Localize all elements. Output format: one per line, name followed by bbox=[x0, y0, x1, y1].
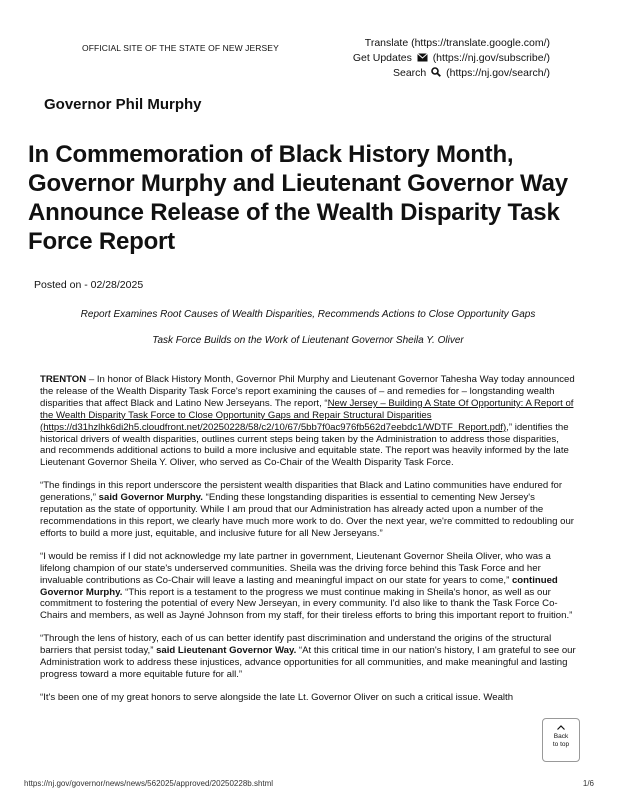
paragraph-5 bbox=[40, 692, 576, 704]
envelope-icon bbox=[417, 53, 428, 62]
back-to-top-button[interactable] bbox=[542, 718, 580, 762]
paragraph-4-attribution: said Lieutenant Governor Way. bbox=[156, 645, 297, 657]
top-links bbox=[353, 36, 550, 81]
page-number: 1/6 bbox=[582, 779, 594, 788]
search-link[interactable] bbox=[353, 66, 550, 81]
search-icon bbox=[431, 67, 441, 77]
paragraph-5-text: “It's been one of my great honors to serve alongside the late Lt. Governor Oliver on such a critical issue. Wealth bbox=[40, 691, 514, 703]
posted-date: Posted on - 02/28/2025 bbox=[34, 279, 144, 291]
back-to-top-line2: to top bbox=[552, 741, 570, 748]
get-updates-link[interactable] bbox=[353, 51, 550, 66]
article-body bbox=[40, 374, 576, 715]
page-url: https://nj.gov/governor/news/news/562025/approved/20250228b.shtml bbox=[24, 779, 274, 788]
governor-heading[interactable]: Governor Phil Murphy bbox=[44, 96, 202, 113]
dateline: TRENTON bbox=[40, 374, 87, 385]
paragraph-2-text-b: “Ending these longstanding disparities is essential to cementing New Jersey's reputation as the state of opportunity. While I am proud that our Administration has already acted upon a number of the recommendations in this report, we clearly have much more work to do. Over the next year, we're committed to redoubling our efforts to build a more just, equitable, and inclusive future for all New Jerseyans.” bbox=[40, 492, 574, 539]
subhead-1: Report Examines Root Causes of Wealth Disparities, Recommends Actions to Close Opportunity Gaps bbox=[80, 309, 536, 320]
paragraph-3-text-a: “I would be remiss if I did not acknowledge my late partner in government, Lieutenant Governor Sheila Oliver, who was a lifelong champion of our state's underserved communities. Sheila was the driving force behind this Task Force and her invaluable contributions as Co-Chair will leave a lasting and meaningful impact on our state for years to come,” bbox=[40, 550, 551, 586]
report-link[interactable]: New Jersey – Building A State Of Opportunity: A Report of the Wealth Disparity Task Force to Close Opportunity Gaps and Repair Structural Disparities (https://d31hzlhk6di2h5.cloudfront.net/20250228/58/c2/10/67/5bb7f0ac976fb562d7eebdc1/WDTF_Report.pdf) bbox=[40, 397, 574, 433]
paragraph-3 bbox=[40, 551, 576, 622]
paragraph-2-attribution: said Governor Murphy. bbox=[98, 492, 203, 504]
chevron-up-icon bbox=[557, 725, 565, 730]
search-url: (https://nj.gov/search/) bbox=[446, 67, 550, 79]
paragraph-2 bbox=[40, 480, 576, 540]
back-to-top-line1: Back bbox=[553, 733, 569, 740]
paragraph-4 bbox=[40, 633, 576, 681]
article-title: In Commemoration of Black History Month, Governor Murphy and Lieutenant Governor Way Announce Release of the Wealth Disparity Task Force Report bbox=[28, 141, 568, 255]
paragraph-4-text-a: “Through the lens of history, each of us can better identify past discrimination and understand the origins of the structural barriers that persist today,” bbox=[40, 633, 552, 657]
paragraph-3-attribution: continued Governor Murphy. bbox=[40, 574, 558, 598]
get-updates-url: (https://nj.gov/subscribe/) bbox=[432, 52, 550, 64]
paragraph-3-text-b: “This report is a testament to the progress we must continue making in Sheila's honor, as well as our commitment to fostering the potential of every New Jerseyan, in every community. I'd also like to thank the Task Force Co-Chairs and members, as well as Jayné Johnson from my staff, for their tireless efforts to bring this important report to fruition.” bbox=[40, 586, 573, 622]
translate-link[interactable]: Translate (https://translate.google.com/) bbox=[364, 37, 550, 49]
paragraph-1 bbox=[40, 374, 576, 469]
print-footer bbox=[24, 779, 594, 788]
get-updates-label: Get Updates bbox=[352, 52, 412, 64]
paragraph-2-text-a: “The findings in this report underscore the persistent wealth disparities that Black and Latino communities have endured for generations,” bbox=[40, 480, 563, 504]
paragraph-4-text-b: “At this critical time in our nation's history, I am grateful to see our Administration work to address these injustices, advance opportunities for all communities, and make meaningful and lasting progress toward a more equitable future for all.” bbox=[40, 645, 576, 680]
paragraph-1-text-a: – In honor of Black History Month, Governor Phil Murphy and Lieutenant Governor Tahesha Way today announced the release of the Wealth Disparity Task Force's report examining the causes of – and remedies for – longstanding wealth disparities that affect Black and Latino New Jerseyans. The report, “ bbox=[40, 374, 575, 409]
official-site-label: OFFICIAL SITE OF THE STATE OF NEW JERSEY bbox=[82, 43, 279, 53]
subhead-2: Task Force Builds on the Work of Lieutenant Governor Sheila Y. Oliver bbox=[152, 335, 464, 346]
paragraph-1-text-b: ,” identifies the historical drivers of wealth disparities, outlines current steps being taken by the Administration to address those disparities, and recommends additional actions to build a more inclusive and equitable state. The report was heavily informed by the late Lieutenant Governor Sheila Y. Oliver, who served as Co-Chair of the Wealth Disparity Task Force. bbox=[40, 421, 569, 469]
search-label: Search bbox=[392, 67, 427, 79]
